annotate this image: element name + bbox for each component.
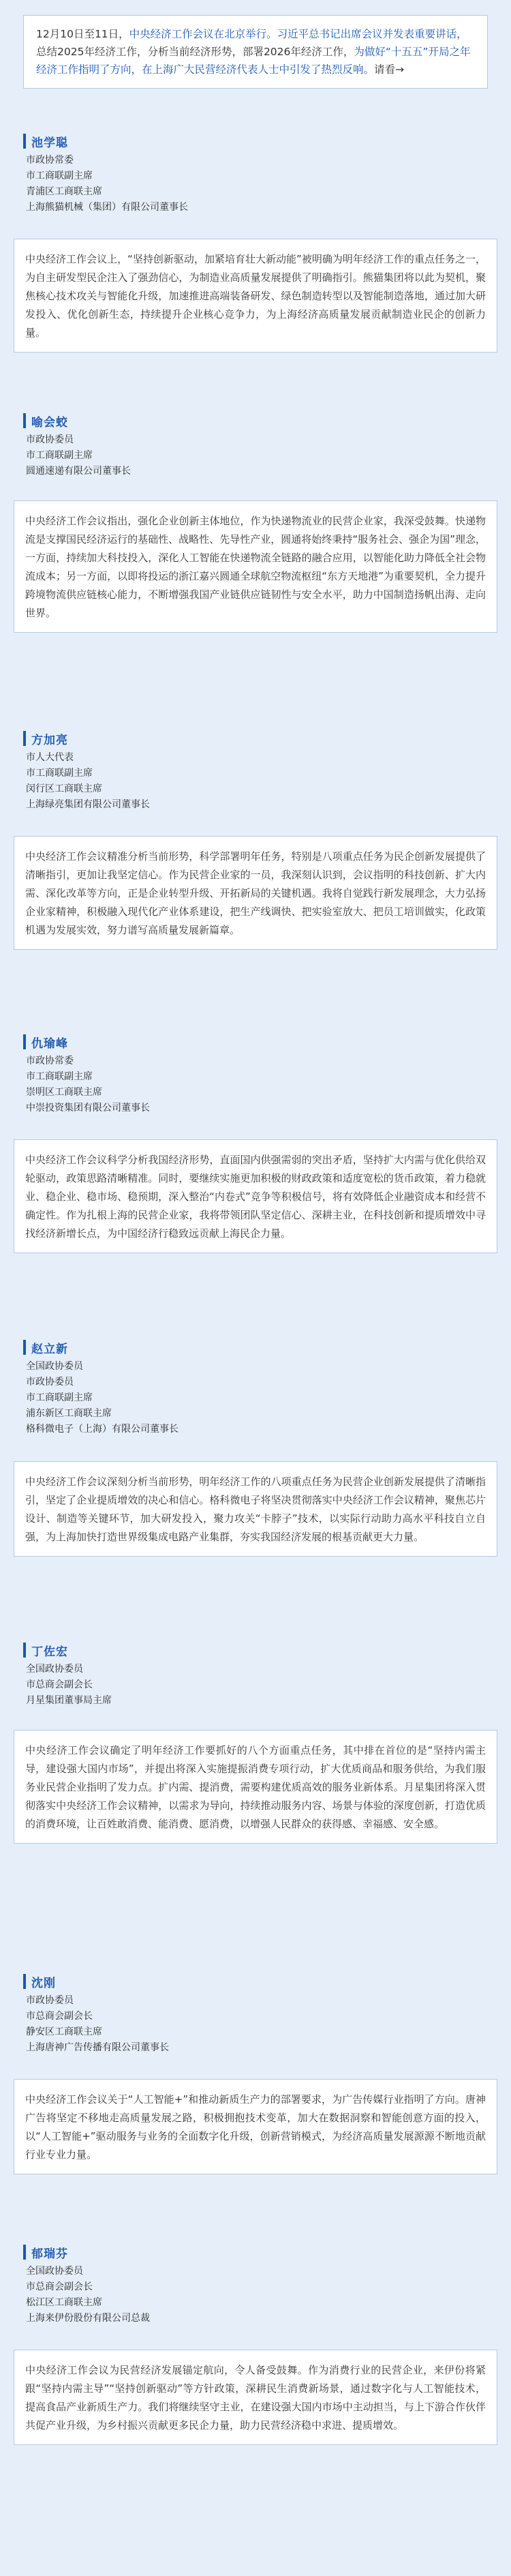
person-title: 上海唐神广告传播有限公司董事长 xyxy=(26,2042,169,2053)
person-name-tag xyxy=(23,730,68,747)
person-title: 上海来伊份股份有限公司总裁 xyxy=(26,2313,150,2324)
person-title: 市工商联副主席 xyxy=(26,450,93,461)
person-name: 方加亮 xyxy=(31,733,68,747)
person-titles xyxy=(26,153,188,215)
person-name: 丁佐宏 xyxy=(31,1645,68,1659)
person-title: 市工商联副主席 xyxy=(26,1392,93,1403)
accent-bar xyxy=(23,1643,26,1658)
person-titles xyxy=(26,1662,112,1709)
person-title: 圆通速递有限公司董事长 xyxy=(26,466,131,477)
person-quote: 中央经济工作会议指出，强化企业创新主体地位，作为快递物流业的民营企业家，我深受鼓舞。快递物流是支撑国民经济运行的基础性、战略性、先导性产业，圆通将始终秉持“服务社会、强企为国”理念，一方面，持续加大科技投入，深化人工智能在快递物流全链路的融合应用，以智能化助力降低全社会物流成本；另一方面，以即将投运的浙江嘉兴圆通全球航空物流枢纽“东方天地港”为重要契机，全力提升跨境物流供应链核心能力，不断增强我国产业链供应链韧性与安全水平，助力中国制造扬帆出海、走向世界。 xyxy=(14,500,497,633)
person-name: 仇瑜峰 xyxy=(31,1036,68,1051)
intro-date: 12月10日至11日， xyxy=(36,28,129,40)
person-title: 市总商会副会长 xyxy=(26,2281,93,2292)
person-name-tag xyxy=(23,1033,68,1051)
accent-bar xyxy=(23,731,26,746)
person-name: 赵立新 xyxy=(31,1342,68,1356)
person-quote: 中央经济工作会议确定了明年经济工作要抓好的八个方面重点任务，其中排在首位的是“坚持内需主导，建设强大国内市场”，并提出将深入实施提振消费专项行动，扩大优质商品和服务供给，为我们服务业民营企业指明了发力点。扩内需、提消费，需要构建优质高效的服务业新体系。月星集团将深入贯彻落实中央经济工作会议精神，以需求为导向，持续推动服务内容、场景与体验的深度创新，打造优质的消费环境，让百姓敢消费、能消费、愿消费，以增强人民群众的获得感、幸福感、安全感。 xyxy=(14,1730,497,1844)
person-name: 喻会蛟 xyxy=(31,415,68,430)
person-title: 松江区工商联主席 xyxy=(26,2297,102,2308)
person-titles xyxy=(26,432,131,479)
person-quote: 中央经济工作会议为民营经济发展锚定航向，令人备受鼓舞。作为消费行业的民营企业，来伊份将紧跟“坚持内需主导”“坚持创新驱动”等方针政策，深耕民生消费新场景，通过数字化与人工智能技术，提高食品产业新质生产力。我们将继续坚守主业，在建设强大国内市场中主动担当，与上下游合作伙伴共促产业升级，为乡村振兴贡献更多民企力量，助力民营经济稳中求进、提质增效。 xyxy=(14,2350,497,2445)
person-name: 池学聪 xyxy=(31,136,68,150)
accent-bar xyxy=(23,134,26,149)
person-title: 闵行区工商联主席 xyxy=(26,783,102,794)
person-title: 上海熊猫机械（集团）有限公司董事长 xyxy=(26,202,188,213)
accent-bar xyxy=(23,413,26,428)
person-name-tag xyxy=(23,412,68,430)
person-title: 市政协委员 xyxy=(26,434,74,445)
intro-summary: 总结2025年经济工作，分析当前经济形势，部署2026年经济工作， xyxy=(36,46,354,58)
person-name: 沈刚 xyxy=(31,1976,56,1990)
person-title: 全国政协委员 xyxy=(26,1664,83,1675)
person-title: 市总商会副会长 xyxy=(26,1679,93,1690)
person-title: 市工商联副主席 xyxy=(26,768,93,779)
person-quote: 中央经济工作会议深刻分析当前形势，明年经济工作的八项重点任务为民营企业创新发展提供了清晰指引，坚定了企业提质增效的决心和信心。格科微电子将坚决贯彻落实中央经济工作会议精神，聚焦芯片设计、制造等关键环节，加大研发投入，聚力攻关“卡脖子”技术，以实际行动助力高水平科技自立自强，为上海加快打造世界级集成电路产业集群，夯实我国经济发展的根基贡献更大力量。 xyxy=(14,1461,497,1557)
person-title: 市政协常委 xyxy=(26,155,74,166)
person-title: 崇明区工商联主席 xyxy=(26,1087,102,1098)
person-quote: 中央经济工作会议科学分析我国经济形势，直面国内供强需弱的突出矛盾，坚持扩大内需与优化供给双轮驱动，政策思路清晰精准。同时，要继续实施更加积极的财政政策和适度宽松的货币政策，着力稳就业、稳企业、稳市场、稳预期，深入整治“内卷式”竞争等积极信号，将有效降低企业融资成本和经营不确定性。作为扎根上海的民营企业家，我将带领团队坚定信心、深耕主业，在科技创新和提质增效中寻找经济新增长点，为中国经济行稳致远贡献上海民企力量。 xyxy=(14,1139,497,1253)
person-titles xyxy=(26,1053,150,1116)
person-title: 市总商会副会长 xyxy=(26,2011,93,2022)
person-title: 浦东新区工商联主席 xyxy=(26,1408,112,1419)
person-titles xyxy=(26,1993,169,2056)
person-title: 市政协委员 xyxy=(26,1377,74,1388)
person-title: 月星集团董事局主席 xyxy=(26,1695,112,1706)
accent-bar xyxy=(23,1340,26,1355)
person-title: 全国政协委员 xyxy=(26,1361,83,1372)
intro-highlight-response: 为做好“十五五”开局之年经济工作指明了方向，在上海广大民营经济代表人士中引发了热烈反响。 xyxy=(36,46,471,76)
person-name-tag xyxy=(23,132,68,150)
person-title: 静安区工商联主席 xyxy=(26,2026,102,2037)
person-quote: 中央经济工作会议上，“坚持创新驱动，加紧培育壮大新动能”被明确为明年经济工作的重点任务之一，为自主研发型民企注入了强劲信心，为制造业高质量发展提供了明确指引。熊猫集团将以此为契机，聚焦核心技术攻关与智能化升级，加速推进高端装备研发、绿色制造转型以及智能制造落地，通过加大研发投入、优化创新生态，持续提升企业核心竞争力，为上海经济高质量发展贡献制造业民企的创新力量。 xyxy=(14,239,497,353)
person-title: 中崇投资集团有限公司董事长 xyxy=(26,1103,150,1113)
person-title: 全国政协委员 xyxy=(26,2266,83,2277)
accent-bar xyxy=(23,1034,26,1049)
person-title: 青浦区工商联主席 xyxy=(26,186,102,197)
person-title: 市政协委员 xyxy=(26,1995,74,2006)
person-name-tag xyxy=(23,2243,68,2261)
person-titles xyxy=(26,750,150,813)
person-quote: 中央经济工作会议关于“人工智能+”和推动新质生产力的部署要求，为广告传媒行业指明了方向。唐神广告将坚定不移地走高质量发展之路，积极拥抱技术变革，加大在数据洞察和智能创意方面的投入，以“人工智能+”驱动服务与业务的全面数字化升级，创新营销模式，为经济高质量发展源源不断地贡献行业专业力量。 xyxy=(14,2079,497,2174)
person-title: 市人大代表 xyxy=(26,752,74,763)
person-name-tag xyxy=(23,1338,68,1356)
person-quote: 中央经济工作会议精准分析当前形势，科学部署明年任务，特别是八项重点任务为民企创新发展提供了清晰指引，更加让我坚定信心。作为民营企业家的一员，我深刻认识到，会议指明的科技创新、扩大内需、深化改革等方向，正是企业转型升级、开拓新局的关键机遇。我将自觉践行新发展理念，大力弘扬企业家精神，积极融入现代化产业体系建设，把生产线调快、把实验室放大、把员工培训做实，化政策机遇为发展实效，努力谱写高质量发展新篇章。 xyxy=(14,836,497,950)
person-title: 市工商联副主席 xyxy=(26,1071,93,1082)
intro-cta: 请看→ xyxy=(374,63,405,76)
person-name-tag xyxy=(23,1973,56,1990)
person-titles xyxy=(26,1359,179,1437)
accent-bar xyxy=(23,1974,26,1989)
intro-box xyxy=(23,15,488,89)
person-title: 市工商联副主席 xyxy=(26,170,93,181)
accent-bar xyxy=(23,2245,26,2260)
person-titles xyxy=(26,2264,150,2326)
person-title: 市政协常委 xyxy=(26,1055,74,1066)
intro-highlight-meeting: 中央经济工作会议在北京举行。习近平总书记出席会议并发表重要讲话， xyxy=(129,28,467,40)
person-name: 郁瑞芬 xyxy=(31,2247,68,2261)
person-title: 格科微电子（上海）有限公司董事长 xyxy=(26,1424,179,1435)
person-title: 上海绿亮集团有限公司董事长 xyxy=(26,799,150,810)
person-name-tag xyxy=(23,1641,68,1659)
